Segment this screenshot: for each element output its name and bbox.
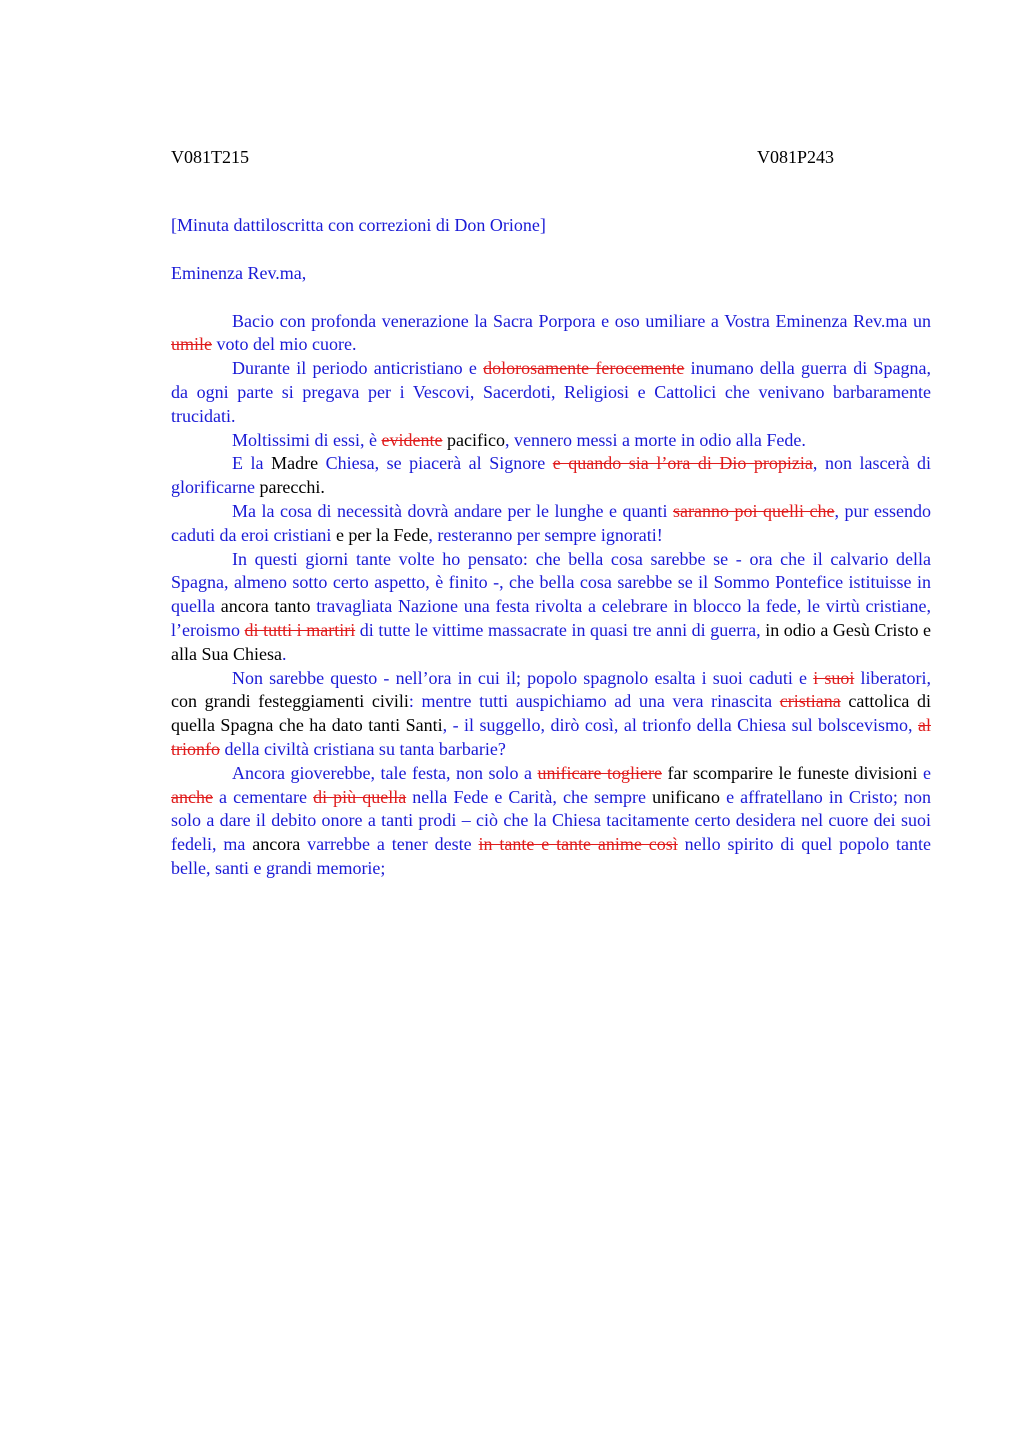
typed-text: E la xyxy=(232,453,272,474)
correction-text: unificano xyxy=(652,786,721,807)
deleted-text: anche xyxy=(171,786,213,807)
typed-text: Bacio con profonda venerazione la Sacra Porpora e oso umiliare a Vostra Eminenza Rev.ma un xyxy=(232,310,931,331)
typed-text: liberatori, xyxy=(854,667,931,688)
correction-text: parecchi. xyxy=(259,477,325,498)
typed-text: , pur essendo caduti da eroi cristiani xyxy=(171,500,932,545)
typed-text: , - il suggello, dirò così, al trionfo della Chiesa sul bolscevismo, xyxy=(442,715,918,736)
typed-text: nella Fede e Carità, che sempre xyxy=(406,786,653,807)
typed-text: Non sarebbe questo - nell’ora in cui il; popolo spagnolo esalta i suoi caduti e xyxy=(232,667,814,688)
typed-text: Moltissimi di essi, è xyxy=(232,429,382,450)
deleted-text: evidente xyxy=(381,429,443,450)
paragraph xyxy=(171,429,931,453)
typed-text: varrebbe a tener deste xyxy=(300,834,479,855)
header-right-code: V081P243 xyxy=(757,147,835,167)
paragraph xyxy=(171,762,931,881)
deleted-text: di più quella xyxy=(313,786,407,807)
typed-text: Ma la cosa di necessità dovrà andare per le lunghe e quanti xyxy=(232,500,673,521)
deleted-text: dolorosamente ferocemente xyxy=(483,358,685,379)
correction-text: Madre xyxy=(271,453,319,474)
paragraph xyxy=(171,357,931,428)
deleted-text: cristiana xyxy=(779,691,841,712)
typed-text: voto del mio cuore. xyxy=(212,334,357,355)
typed-text: inumano della guerra di Spagna, da ogni parte si pregava per i Vescovi, Sacerdoti, Religiosi e Cattolici che venivano barbaramente trucidati. xyxy=(171,358,931,426)
deleted-text: di tutti i martiri xyxy=(244,619,356,640)
deleted-text: al trionfo xyxy=(171,715,931,759)
correction-text: ancora xyxy=(252,834,301,855)
paragraph-list xyxy=(171,310,931,881)
correction-text: e per la Fede xyxy=(335,524,429,545)
deleted-text: saranno poi quelli che xyxy=(673,500,835,521)
typed-text: Chiesa, se piacerà al Signore xyxy=(318,453,553,474)
correction-text: ancora tanto xyxy=(220,596,311,617)
typed-text: : mentre tutti auspichiamo ad una vera rinascita xyxy=(408,691,780,712)
correction-text: in odio a Gesù Cristo e alla Sua Chiesa xyxy=(171,619,931,664)
correction-text: pacifico xyxy=(442,429,505,450)
deleted-text: umile xyxy=(171,334,212,355)
correction-text: con grandi festeggiamenti civili xyxy=(171,691,409,712)
typed-text: e xyxy=(917,762,931,783)
typed-text: della civiltà cristiana su tanta barbarie? xyxy=(220,738,506,759)
typed-text: a cementare xyxy=(212,786,314,807)
deleted-text: in tante e tante anime così xyxy=(478,834,678,855)
typed-text: , non lascerà di glorificarne xyxy=(171,453,931,498)
typed-text: nello spirito di quel popolo tante belle, santi e grandi memorie; xyxy=(171,834,931,878)
typed-text: Ancora gioverebbe, tale festa, non solo a xyxy=(232,762,538,783)
correction-text: far scomparire le funeste divisioni xyxy=(661,762,918,783)
typed-text: di tutte le vittime massacrate in quasi tre anni di guerra, xyxy=(355,619,766,640)
deleted-text: i suoi xyxy=(813,667,855,688)
header-left-code: V081T215 xyxy=(171,147,249,167)
paragraph xyxy=(171,667,931,762)
typed-text: e affratellano in Cristo; non solo a dare il debito onore a tanti prodi – ciò che la Chiesa tacitamente certo desidera nel cuore dei suoi fedeli, ma xyxy=(171,786,931,855)
paragraph xyxy=(171,548,931,667)
typed-text: Durante il periodo anticristiano e xyxy=(232,358,484,379)
paragraph xyxy=(171,500,931,548)
letter-body xyxy=(171,214,931,881)
typed-text: travagliata Nazione una festa rivolta a celebrare in blocco la fede, le virtù cristiane, l’eroismo xyxy=(171,596,932,640)
typed-text: In questi giorni tante volte ho pensato: che bella cosa sarebbe se - ora che il calvario della Spagna, almeno sotto certo aspetto, è finito -, che bella cosa sarebbe se il Sommo Pontefice istituisse in quella xyxy=(171,548,931,617)
deleted-text: e quando sia l’ora di Dio propizia xyxy=(552,453,813,474)
deleted-text: unificare togliere xyxy=(537,762,662,783)
correction-text: cattolica di quella Spagna che ha dato tanti Santi xyxy=(171,691,931,736)
typed-text: , vennero messi a morte in odio alla Fede. xyxy=(504,429,806,450)
typed-text: , resteranno per sempre ignorati! xyxy=(428,524,663,545)
paragraph xyxy=(171,452,931,500)
paragraph xyxy=(171,310,931,358)
typed-text: . xyxy=(281,643,287,664)
salutation: Eminenza Rev.ma, xyxy=(171,262,307,283)
editorial-note: [Minuta dattiloscritta con correzioni di Don Orione] xyxy=(171,215,546,235)
